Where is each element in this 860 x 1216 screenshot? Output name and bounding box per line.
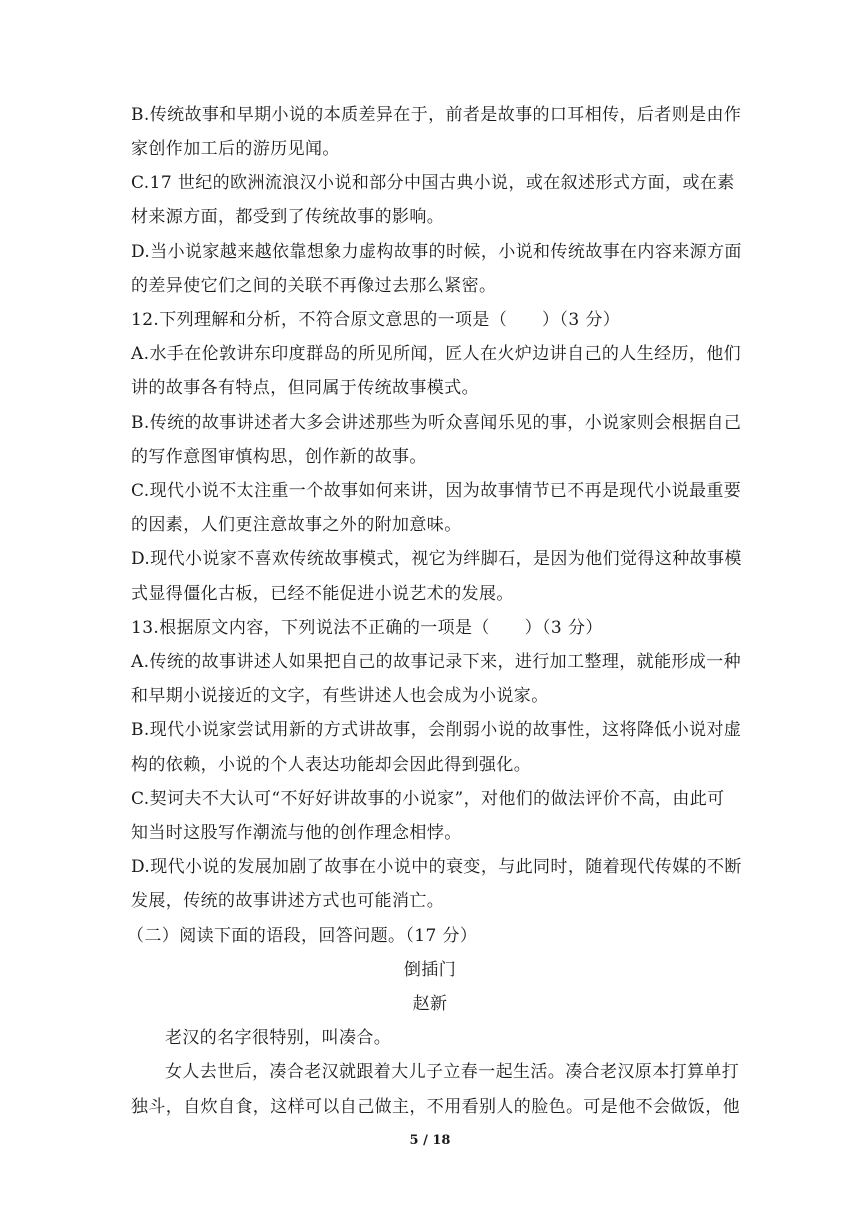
- text-line: A.传统的故事讲述人如果把自己的故事记录下来，进行加工整理，就能形成一种: [131, 652, 742, 672]
- story-title: 倒插门: [403, 960, 457, 980]
- story-paragraph: 女人去世后，凑合老汉就跟着大儿子立春一起生活。凑合老汉原本打算单打: [165, 1062, 740, 1082]
- text-line: D.现代小说的发展加剧了故事在小说中的衰变，与此同时，随着现代传媒的不断: [131, 857, 742, 877]
- question-12: 12.下列理解和分析，不符合原文意思的一项是（ ）（3 分）: [131, 310, 621, 330]
- text-line: 发展，传统的故事讲述方式也可能消亡。: [131, 891, 445, 911]
- text-line: 和早期小说接近的文字，有些讲述人也会成为小说家。: [131, 686, 549, 706]
- text-line: 构的依赖，小说的个人表达功能却会因此得到强化。: [131, 755, 532, 775]
- text-line: 讲的故事各有特点，但同属于传统故事模式。: [131, 378, 479, 398]
- text-line: B.传统的故事讲述者大多会讲述那些为听众喜闻乐见的事，小说家则会根据自己: [131, 413, 742, 433]
- text-line: 知当时这股写作潮流与他的创作理念相悖。: [131, 823, 462, 843]
- text-line: A.水手在伦敦讲东印度群岛的所见所闻，匠人在火炉边讲自己的人生经历，他们: [131, 344, 742, 364]
- text-line: 的差异使它们之间的关联不再像过去那么紧密。: [131, 276, 497, 296]
- section-heading: （二）阅读下面的语段，回答问题。（17 分）: [127, 926, 478, 946]
- text-line: 家创作加工后的游历见闻。: [131, 139, 340, 159]
- text-line: 式显得僵化古板，已经不能促进小说艺术的发展。: [131, 584, 514, 604]
- text-line: D.当小说家越来越依靠想象力虚构故事的时候，小说和传统故事在内容来源方面: [131, 242, 742, 262]
- story-author: 赵新: [412, 994, 448, 1014]
- text-line: C.17 世纪的欧洲流浪汉小说和部分中国古典小说，或在叙述形式方面，或在素: [131, 173, 735, 193]
- text-line: B.传统故事和早期小说的本质差异在于，前者是故事的口耳相传，后者则是由作: [131, 105, 742, 125]
- story-paragraph-continued: 独斗，自炊自食，这样可以自己做主，不用看别人的脸色。可是他不会做饭，他: [131, 1097, 740, 1117]
- text-line: 材来源方面，都受到了传统故事的影响。: [131, 207, 445, 227]
- text-line: C.契诃夫不大认可“不好好讲故事的小说家”，对他们的做法评价不高，由此可: [131, 789, 725, 809]
- text-line: B.现代小说家尝试用新的方式讲故事，会削弱小说的故事性，这将降低小说对虚: [131, 720, 742, 740]
- text-line: D.现代小说家不喜欢传统故事模式，视它为绊脚石，是因为他们觉得这种故事模: [131, 549, 742, 569]
- text-line: 的写作意图审慎构思，创作新的故事。: [131, 447, 427, 467]
- question-13: 13.根据原文内容，下列说法不正确的一项是（ ）（3 分）: [131, 618, 603, 638]
- text-line: C.现代小说不太注重一个故事如何来讲，因为故事情节已不再是现代小说最重要: [131, 481, 742, 501]
- text-line: 的因素，人们更注意故事之外的附加意味。: [131, 515, 462, 535]
- page-number: 5 / 18: [409, 1133, 451, 1148]
- story-paragraph: 老汉的名字很特别，叫凑合。: [165, 1028, 392, 1048]
